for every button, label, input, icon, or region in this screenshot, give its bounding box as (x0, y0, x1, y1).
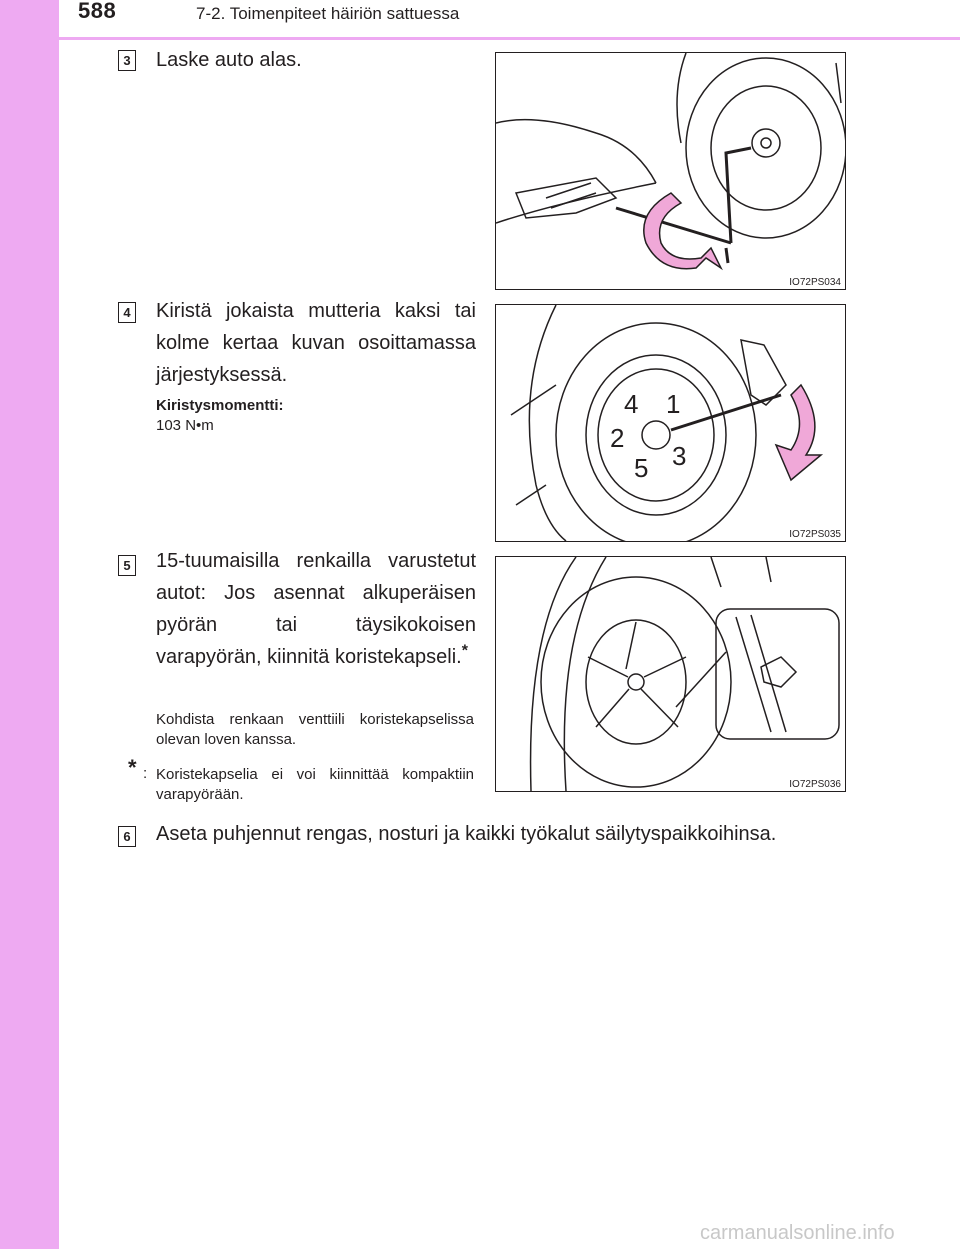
figure-code: IO72PS034 (789, 277, 841, 288)
page-header (59, 0, 960, 38)
page-number: 588 (78, 0, 117, 23)
chapter-sidebar (0, 0, 59, 1249)
watermark: carmanualsonline.info (700, 1222, 895, 1244)
step-3-text: Laske auto alas. (156, 49, 302, 71)
figure-code: IO72PS036 (789, 779, 841, 790)
step-5-text (156, 545, 476, 673)
step-number-3: 3 (118, 50, 136, 71)
nut-label-2: 2 (610, 423, 625, 453)
footnote-ref: * (461, 642, 468, 660)
step-number-4: 4 (118, 302, 136, 323)
jack-lowering-illustration (496, 53, 845, 289)
figure-lower-car (495, 52, 846, 290)
step-4-text: Kiristä jokaista mutteria kaksi tai kolme kertaa kuvan osoittamassa järjestyksessä. (156, 300, 476, 386)
footnote-mark: * (128, 755, 137, 780)
step-number-6: 6 (118, 826, 136, 847)
nut-order-illustration (496, 305, 845, 541)
step-5-note: Kohdista renkaan venttiili koristekapselissa olevan loven kanssa. (156, 711, 474, 748)
header-rule (0, 37, 960, 40)
footnote-colon: : (143, 765, 148, 782)
figure-code: IO72PS035 (789, 529, 841, 540)
torque-label: Kiristysmomentti: (156, 397, 284, 414)
torque-value: 103 N•m (156, 417, 214, 434)
nut-label-3: 3 (672, 441, 687, 471)
step-6-text: Aseta puhjennut rengas, nosturi ja kaikki työkalut säilytyspaikkoihinsa. (156, 823, 777, 845)
step-number-5: 5 (118, 555, 136, 576)
figure-wheel-cap (495, 556, 846, 792)
footnote-text: Koristekapselia ei voi kiinnittää kompaktiin varapyörään. (156, 766, 474, 803)
nut-label-5: 5 (634, 453, 649, 483)
nut-label-4: 4 (624, 389, 639, 419)
wheel-cap-illustration (496, 557, 845, 791)
step-5-text-body: 15-tuumaisilla renkailla varustetut autot: Jos asennat alkuperäisen pyörän tai täysikokoisen varapyörän, kiinnitä koristekapseli. (156, 550, 476, 668)
figure-tighten-nuts (495, 304, 846, 542)
nut-label-1: 1 (666, 389, 681, 419)
section-title: 7-2. Toimenpiteet häiriön sattuessa (196, 4, 460, 23)
